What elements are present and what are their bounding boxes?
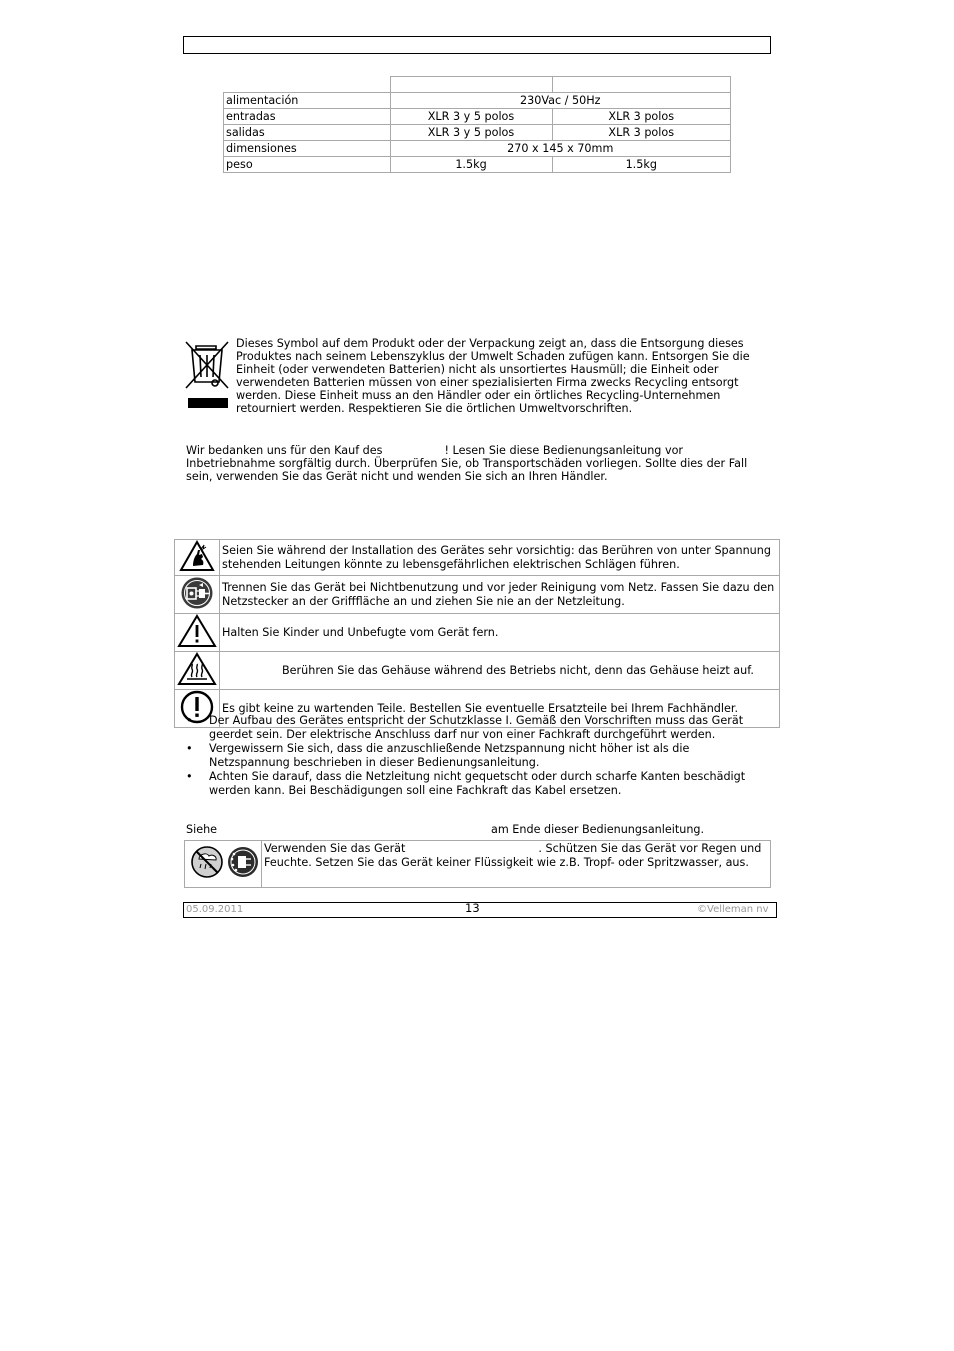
footer-copyright: ©Velleman nv [697,904,769,915]
safety-bullet-list [186,714,766,798]
environment-table [184,840,771,888]
table-row: Trennen Sie das Gerät bei Nichtbenutzung und vor jeder Reinigung vom Netz. Fassen Sie dazu den Netzstecker an der Grifffläche an und ziehen Sie nie an der Netzleitung. [175,576,780,614]
footer-frame [183,902,777,918]
table-row: Seien Sie während der Installation des Gerätes sehr vorsichtig: das Berühren von unter Spannung stehenden Leitungen könnte zu lebensgefährlichen elektrischen Schlägen führen. [175,540,780,576]
list-item: • Achten Sie darauf, dass die Netzleitung nicht gequetscht oder durch scharfe Kanten beschädigt werden kann. Bei Beschädigungen soll eine Fachkraft das Kabel ersetzen. [186,770,746,797]
crossed-out-wheelie-bin-icon [184,340,230,410]
unplug-icon [180,576,214,610]
warning-triangle-icon [177,614,217,648]
safety-warnings-table [174,539,780,728]
page-number: 13 [465,901,480,915]
electric-shock-hand-icon [179,540,215,572]
table-row: entradas XLR 3 y 5 polos XLR 3 polos [224,109,731,125]
no-water-splash-icon [228,847,258,877]
intro-paragraph: Wir bedanken uns für den Kauf des ! Lesen Sie diese Bedienungsanleitung vor Inbetriebnahme sorgfältig durch. Überprüfen Sie, ob Transportschäden vorliegen. Sollte dies der Fall sein, verwenden Sie das Gerät nicht und wenden Sie sich an Ihren Händler. [186,444,748,483]
no-rain-icon [192,847,222,877]
header-frame [183,36,771,54]
guidelines-reference-end: am Ende dieser Bedienungsanleitung. [491,823,705,836]
table-row: Berühren Sie das Gehäuse während des Betriebs nicht, denn das Gehäuse heizt auf. [175,652,780,690]
weee-disposal-text: Dieses Symbol auf dem Produkt oder der Verpackung zeigt an, dass die Entsorgung dieses Produktes nach seinem Lebenszyklus der Umwelt Schaden zufügen kann. Entsorgen Sie die Einheit (oder verwendeten Batterien) nicht als unsortiertes Hausmüll; die Einheit oder verwendeten Batterien müssen von einer spezialisierten Firma zwecks Recycling entsorgt werden. Diese Einheit muss an den Händler oder ein örtliches Recycling-Unternehmen retourniert werden. Respektieren Sie die örtlichen Umweltvorschriften. [236,337,750,415]
table-row: Halten Sie Kinder und Unbefugte vom Gerät fern. [175,614,780,652]
table-row: Es gibt keine zu wartenden Teile. Bestellen Sie eventuelle Ersatzteile bei Ihrem Fachhändler. [175,690,780,728]
guidelines-reference-start: Siehe [186,823,218,836]
hot-surface-icon [177,652,217,686]
table-row: peso 1.5kg 1.5kg [224,157,731,173]
table-row: dimensiones 270 x 145 x 70mm [224,141,731,157]
list-item: • Vergewissern Sie sich, dass die anzuschließende Netzspannung nicht höher ist als die Netzspannung beschrieben in dieser Bedienungsanleitung. [186,742,690,769]
table-row: alimentación 230Vac / 50Hz [224,93,731,109]
footer-date: 05.09.2011 [186,904,244,915]
list-item: • Der Aufbau des Gerätes entspricht der Schutzklasse I. Gemäß den Vorschriften muss das Gerät geerdet sein. Der elektrische Anschluss darf nur von einer Fachkraft durchgeführt werden. [186,714,744,741]
table-row: Verwenden Sie das Gerät . Schützen Sie das Gerät vor Regen und Feuchte. Setzen Sie das Gerät keiner Flüssigkeit wie z.B. Tropf- oder Spritzwasser, aus. [185,841,771,888]
specifications-table [223,76,731,173]
table-row: salidas XLR 3 y 5 polos XLR 3 polos [224,125,731,141]
table-header-row [224,77,731,93]
